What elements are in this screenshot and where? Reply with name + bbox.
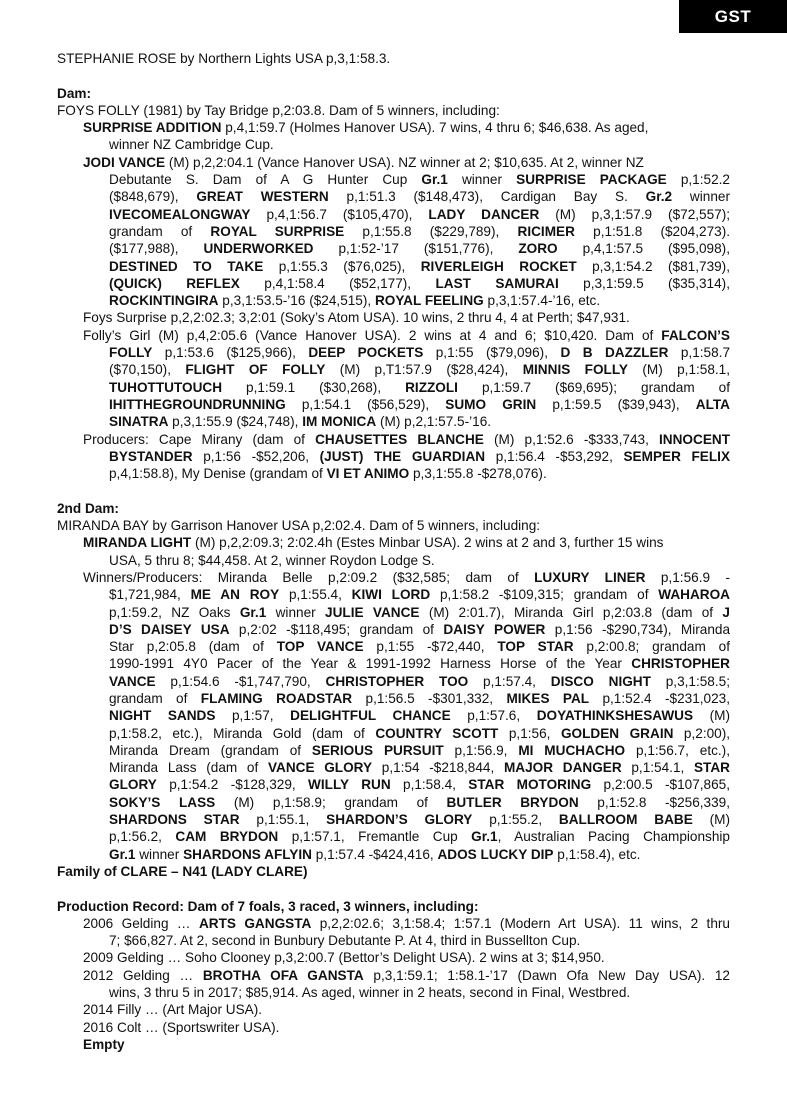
second-dam-entry-line: Star p,2:05.8 (dam of TOP VANCE p,1:55 -$72,440, TOP STAR p,2:00.8; grandam of <box>109 639 730 655</box>
second-dam-entry-line: Miranda Lass (dam of VANCE GLORY p,1:54 -$218,844, MAJOR DANGER p,1:54.1, STAR <box>109 760 730 776</box>
second-dam-entry-line: Winners/Producers: Miranda Belle p,2:09.2 ($32,585; dam of LUXURY LINER p,1:56.9 - <box>83 569 730 585</box>
dam-entry-line: winner NZ Cambridge Cup. <box>109 137 274 153</box>
second-dam-entry-line: p,1:58.2, etc.), Miranda Gold (dam of COUNTRY SCOTT p,1:56, GOLDEN GRAIN p,2:00), <box>109 725 731 741</box>
dam-entry-line: SURPRISE ADDITION p,4,1:59.7 (Holmes Hanover USA). 7 wins, 4 thru 6; $46,638. As aged, <box>83 120 649 136</box>
dam-entry-line: FOLLY p,1:53.6 ($125,966), DEEP POCKETS p,1:55 ($79,096), D B DAZZLER p,1:58.7 <box>109 345 731 361</box>
second-dam-entry-line: Gr.1 winner SHARDONS AFLYIN p,1:57.4 -$424,416, ADOS LUCKY DIP p,1:58.4), etc. <box>109 846 641 862</box>
second-dam-entry-line: SOKY’S LASS (M) p,1:58.9; grandam of BUTLER BRYDON p,1:52.8 -$256,339, <box>109 794 730 810</box>
production-entry-line: 2009 Gelding … Soho Clooney p,3,2:00.7 (Bettor’s Delight USA). 2 wins at 3; $14,950. <box>83 950 605 966</box>
second-dam-entry-line: USA, 5 thru 8; $44,458. At 2, winner Roydon Lodge S. <box>109 552 435 568</box>
production-entry-line: 2016 Colt … (Sportswriter USA). <box>83 1019 280 1035</box>
page-title: STEPHANIE ROSE by Northern Lights USA p,3,1:58.3. <box>57 51 391 66</box>
production-entry-line: 2014 Filly … (Art Major USA). <box>83 1002 263 1018</box>
section-tag: GST <box>679 0 787 33</box>
second-dam-entry-line: p,1:56.2, CAM BRYDON p,1:57.1, Fremantle Cup Gr.1, Australian Pacing Championship <box>109 829 730 845</box>
production-entry-line: wins, 3 thru 5 in 2017; $85,914. As aged, winner in 2 heats, second in Final, Westbred. <box>109 985 631 1001</box>
dam-entry-line: IVECOMEALONGWAY p,4,1:56.7 ($105,470), LADY DANCER (M) p,3,1:57.9 ($72,557); <box>109 206 731 222</box>
second-dam-entry-line: MIRANDA LIGHT (M) p,2,2:09.3; 2:02.4h (Estes Minbar USA). 2 wins at 2 and 3, further 15 wins <box>83 535 664 551</box>
dam-entry-line: (QUICK) REFLEX p,4,1:58.4 ($52,177), LAST SAMURAI p,3,1:59.5 ($35,314), <box>109 275 730 291</box>
production-empty: Empty <box>83 1036 125 1052</box>
dam-entry-line: ROCKINTINGIRA p,3,1:53.5-’16 ($24,515), ROYAL FEELING p,3,1:57.4-’16, etc. <box>109 293 601 309</box>
second-dam-intro: MIRANDA BAY by Garrison Hanover USA p,2:02.4. Dam of 5 winners, including: <box>57 518 541 534</box>
dam-entry-line: Producers: Cape Mirany (dam of CHAUSETTES BLANCHE (M) p,1:52.6 -$333,743, INNOCENT <box>83 431 731 447</box>
second-dam-entry-line: D’S DAISEY USA p,2:02 -$118,495; grandam of DAISY POWER p,1:56 -$290,734), Miranda <box>109 621 731 637</box>
dam-intro: FOYS FOLLY (1981) by Tay Bridge p,2:03.8. Dam of 5 winners, including: <box>57 102 500 118</box>
second-dam-entry-line: GLORY p,1:54.2 -$128,329, WILLY RUN p,1:58.4, STAR MOTORING p,2:00.5 -$107,865, <box>109 777 731 793</box>
second-dam-entry-line: NIGHT SANDS p,1:57, DELIGHTFUL CHANCE p,1:57.6, DOYATHINKSHESAWUS (M) <box>109 708 730 724</box>
dam-entry-line: ($177,988), UNDERWORKED p,1:52-’17 ($151,776), ZORO p,4,1:57.5 ($95,098), <box>109 241 730 257</box>
second-dam-entry-line: SHARDONS STAR p,1:55.1, SHARDON’S GLORY p,1:55.2, BALLROOM BABE (M) <box>109 812 730 828</box>
dam-entry-line: TUHOTTUTOUCH p,1:59.1 ($30,268), RIZZOLI p,1:59.7 ($69,695); grandam of <box>109 379 730 395</box>
dam-entry-line: IHITTHEGROUNDRUNNING p,1:54.1 ($56,529), SUMO GRIN p,1:59.5 ($39,943), ALTA <box>109 396 730 412</box>
production-entry-line: 7; $66,827. At 2, second in Bunbury Debutante P. At 4, third in Bussellton Cup. <box>109 933 581 949</box>
second-dam-entry-line: Miranda Dream (grandam of SERIOUS PURSUIT p,1:56.9, MI MUCHACHO p,1:56.7, etc.), <box>109 742 730 758</box>
second-dam-entry-line: $1,721,984, ME AN ROY p,1:55.4, KIWI LORD p,1:58.2 -$109,315; grandam of WAHAROA <box>109 587 731 603</box>
dam-entry-line: grandam of ROYAL SURPRISE p,1:55.8 ($229,789), RICIMER p,1:51.8 ($204,273). <box>109 223 731 239</box>
family-line: Family of CLARE – N41 (LADY CLARE) <box>57 863 308 879</box>
dam-entry-line: Debutante S. Dam of A G Hunter Cup Gr.1 winner SURPRISE PACKAGE p,1:52.2 <box>109 172 730 188</box>
second-dam-entry-line: p,1:59.2, NZ Oaks Gr.1 winner JULIE VANCE (M) 2:01.7), Miranda Girl p,2:03.8 (dam of J <box>109 604 730 620</box>
dam-entry-line: BYSTANDER p,1:56 -$52,206, (JUST) THE GUARDIAN p,1:56.4 -$53,292, SEMPER FELIX <box>109 448 731 464</box>
dam-entry-line: JODI VANCE (M) p,2,2:04.1 (Vance Hanover USA). NZ winner at 2; $10,635. At 2, winner NZ <box>83 154 644 170</box>
production-entry-line: 2012 Gelding … BROTHA OFA GANSTA p,3,1:59.1; 1:58.1-’17 (Dawn Ofa New Day USA). 12 <box>83 967 730 983</box>
second-dam-entry-line: VANCE p,1:54.6 -$1,747,790, CHRISTOPHER TOO p,1:57.4, DISCO NIGHT p,3,1:58.5; <box>109 673 730 689</box>
dam-entry-line: ($70,150), FLIGHT OF FOLLY (M) p,T1:57.9 ($28,424), MINNIS FOLLY (M) p,1:58.1, <box>109 362 731 378</box>
dam-heading: Dam: <box>57 85 91 101</box>
dam-entry-line: Foys Surprise p,2,2:02.3; 3,2:01 (Soky’s Atom USA). 10 wins, 2 thru 4, 4 at Perth; $47,931. <box>83 310 630 326</box>
second-dam-heading: 2nd Dam: <box>57 500 119 516</box>
production-entry-line: 2006 Gelding … ARTS GANGSTA p,2,2:02.6; 3,1:58.4; 1:57.1 (Modern Art USA). 11 wins, 2 thru <box>83 915 730 931</box>
dam-entry-line: DESTINED TO TAKE p,1:55.3 ($76,025), RIVERLEIGH ROCKET p,3,1:54.2 ($81,739), <box>109 258 730 274</box>
dam-entry-line: SINATRA p,3,1:55.9 ($24,748), IM MONICA (M) p,2,1:57.5-’16. <box>109 414 492 430</box>
second-dam-entry-line: 1990-1991 4Y0 Pacer of the Year & 1991-1992 Harness Horse of the Year CHRISTOPHER <box>109 656 730 672</box>
pedigree-page <box>57 50 730 1053</box>
dam-entry-line: Folly’s Girl (M) p,4,2:05.6 (Vance Hanover USA). 2 wins at 4 and 6; $10,420. Dam of FALCON’S <box>83 327 730 343</box>
dam-entry-line: ($848,679), GREAT WESTERN p,1:51.3 ($148,473), Cardigan Bay S. Gr.2 winner <box>109 189 730 205</box>
production-heading: Production Record: Dam of 7 foals, 3 raced, 3 winners, including: <box>57 898 479 914</box>
dam-entry-line: p,4,1:58.8), My Denise (grandam of VI ET ANIMO p,3,1:55.8 -$278,076). <box>109 466 547 482</box>
second-dam-entry-line: grandam of FLAMING ROADSTAR p,1:56.5 -$301,332, MIKES PAL p,1:52.4 -$231,023, <box>109 690 731 706</box>
